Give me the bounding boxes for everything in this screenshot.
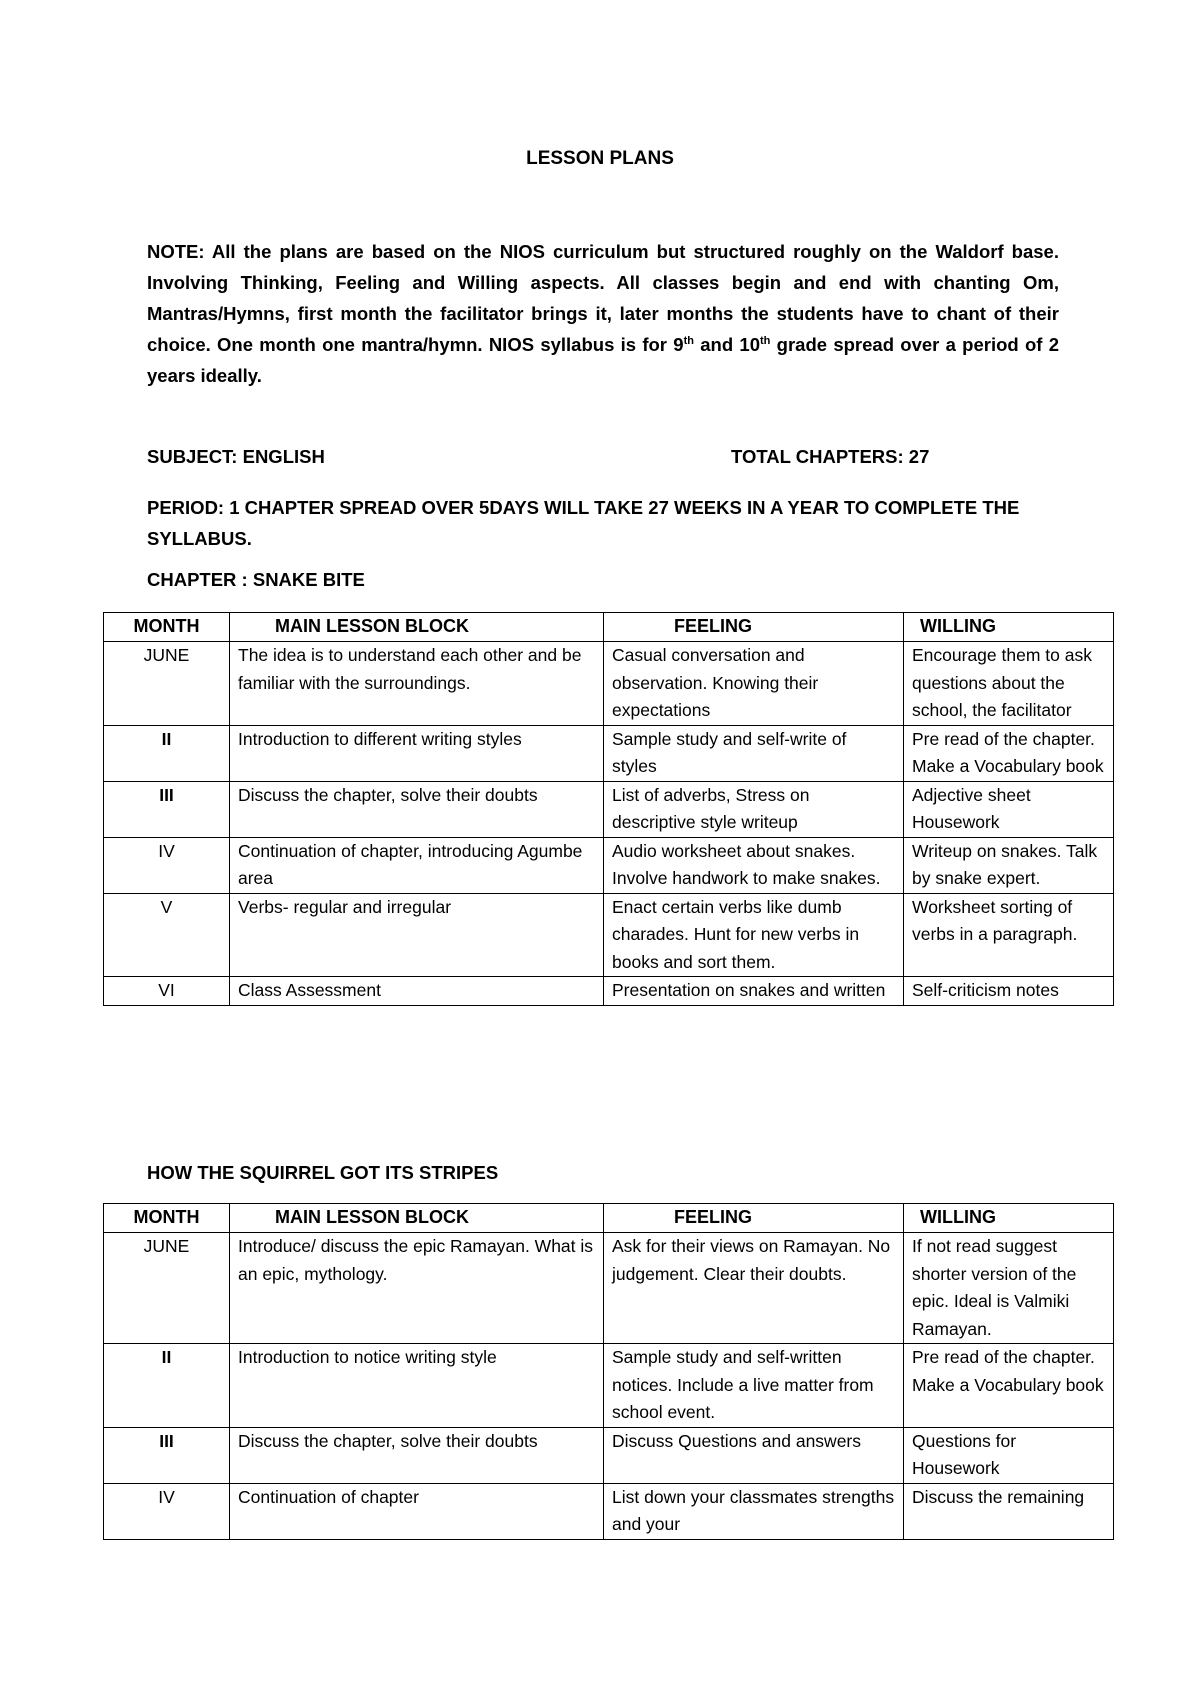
note-text-part2: and 10 xyxy=(693,334,760,355)
cell-willing: Discuss the remaining xyxy=(904,1483,1114,1539)
header-main-lesson-block: MAIN LESSON BLOCK xyxy=(230,613,604,642)
cell-willing: Pre read of the chapter. Make a Vocabulary book xyxy=(904,725,1114,781)
header-feeling: FEELING xyxy=(604,1204,904,1233)
cell-feeling: Audio worksheet about snakes. Involve handwork to make snakes. xyxy=(604,837,904,893)
cell-main-lesson: Discuss the chapter, solve their doubts xyxy=(230,1427,604,1483)
table-row xyxy=(104,977,1114,1006)
lesson-table-snake-bite xyxy=(103,612,1114,1006)
table-row xyxy=(104,725,1114,781)
table-row xyxy=(104,1483,1114,1539)
cell-month: V xyxy=(104,893,230,977)
cell-main-lesson: Introduce/ discuss the epic Ramayan. What is an epic, mythology. xyxy=(230,1233,604,1344)
cell-month: JUNE xyxy=(104,642,230,726)
note-text-part3: grade spread over a period of 2 years ideally. xyxy=(147,334,1060,386)
header-feeling: FEELING xyxy=(604,613,904,642)
note-sup-1: th xyxy=(683,334,694,347)
note-text-part1: NOTE: All the plans are based on the NIOS curriculum but structured roughly on the Waldorf base. Involving Thinking, Feeling and Willing aspects. All classes begin and end with chanting Om, Mantras/Hymns, first month the facilitator brings it, later months the students have to chant of their choice. One month one mantra/hymn. NIOS syllabus is for 9 xyxy=(147,241,1059,355)
header-willing: WILLING xyxy=(904,1204,1114,1233)
cell-feeling: Presentation on snakes and written xyxy=(604,977,904,1006)
table-row xyxy=(104,1233,1114,1344)
table-header-row xyxy=(104,1204,1114,1233)
cell-feeling: List down your classmates strengths and your xyxy=(604,1483,904,1539)
chapter-heading-snake-bite: CHAPTER : SNAKE BITE xyxy=(147,569,365,590)
cell-month: III xyxy=(104,781,230,837)
cell-main-lesson: Verbs- regular and irregular xyxy=(230,893,604,977)
cell-willing: Self-criticism notes xyxy=(904,977,1114,1006)
note-sup-2: th xyxy=(760,334,771,347)
cell-willing: Encourage them to ask questions about the school, the facilitator xyxy=(904,642,1114,726)
cell-month: II xyxy=(104,1344,230,1428)
cell-feeling: Casual conversation and observation. Knowing their expectations xyxy=(604,642,904,726)
cell-month: VI xyxy=(104,977,230,1006)
table-header-row xyxy=(104,613,1114,642)
cell-month: IV xyxy=(104,837,230,893)
cell-feeling: Sample study and self-write of styles xyxy=(604,725,904,781)
cell-feeling: Ask for their views on Ramayan. No judgement. Clear their doubts. xyxy=(604,1233,904,1344)
table-row xyxy=(104,1427,1114,1483)
cell-feeling: Enact certain verbs like dumb charades. Hunt for new verbs in books and sort them. xyxy=(604,893,904,977)
subject-label: SUBJECT: ENGLISH xyxy=(147,446,325,467)
note-paragraph xyxy=(147,236,1059,391)
cell-willing: Adjective sheet Housework xyxy=(904,781,1114,837)
cell-willing: Worksheet sorting of verbs in a paragraph. xyxy=(904,893,1114,977)
cell-main-lesson: Discuss the chapter, solve their doubts xyxy=(230,781,604,837)
table-row xyxy=(104,837,1114,893)
chapter-heading-squirrel: HOW THE SQUIRREL GOT ITS STRIPES xyxy=(147,1162,499,1183)
total-chapters-label: TOTAL CHAPTERS: 27 xyxy=(731,446,930,467)
cell-willing: Writeup on snakes. Talk by snake expert. xyxy=(904,837,1114,893)
cell-willing: Pre read of the chapter. Make a Vocabulary book xyxy=(904,1344,1114,1428)
header-month: MONTH xyxy=(104,1204,230,1233)
cell-willing: If not read suggest shorter version of the epic. Ideal is Valmiki Ramayan. xyxy=(904,1233,1114,1344)
cell-main-lesson: The idea is to understand each other and be familiar with the surroundings. xyxy=(230,642,604,726)
period-text: PERIOD: 1 CHAPTER SPREAD OVER 5DAYS WILL TAKE 27 WEEKS IN A YEAR TO COMPLETE THE SYLLABUS. xyxy=(147,497,1020,549)
cell-main-lesson: Class Assessment xyxy=(230,977,604,1006)
header-willing: WILLING xyxy=(904,613,1114,642)
table-row xyxy=(104,642,1114,726)
cell-feeling: List of adverbs, Stress on descriptive style writeup xyxy=(604,781,904,837)
cell-main-lesson: Introduction to notice writing style xyxy=(230,1344,604,1428)
table-row xyxy=(104,893,1114,977)
table-row xyxy=(104,781,1114,837)
table-row xyxy=(104,1344,1114,1428)
cell-month: IV xyxy=(104,1483,230,1539)
header-main-lesson-block: MAIN LESSON BLOCK xyxy=(230,1204,604,1233)
cell-main-lesson: Continuation of chapter xyxy=(230,1483,604,1539)
cell-main-lesson: Introduction to different writing styles xyxy=(230,725,604,781)
cell-feeling: Discuss Questions and answers xyxy=(604,1427,904,1483)
cell-main-lesson: Continuation of chapter, introducing Agumbe area xyxy=(230,837,604,893)
lesson-table-squirrel xyxy=(103,1203,1114,1540)
page-title: LESSON PLANS xyxy=(526,148,674,169)
header-month: MONTH xyxy=(104,613,230,642)
cell-willing: Questions for Housework xyxy=(904,1427,1114,1483)
cell-month: JUNE xyxy=(104,1233,230,1344)
cell-month: III xyxy=(104,1427,230,1483)
cell-month: II xyxy=(104,725,230,781)
cell-feeling: Sample study and self-written notices. Include a live matter from school event. xyxy=(604,1344,904,1428)
